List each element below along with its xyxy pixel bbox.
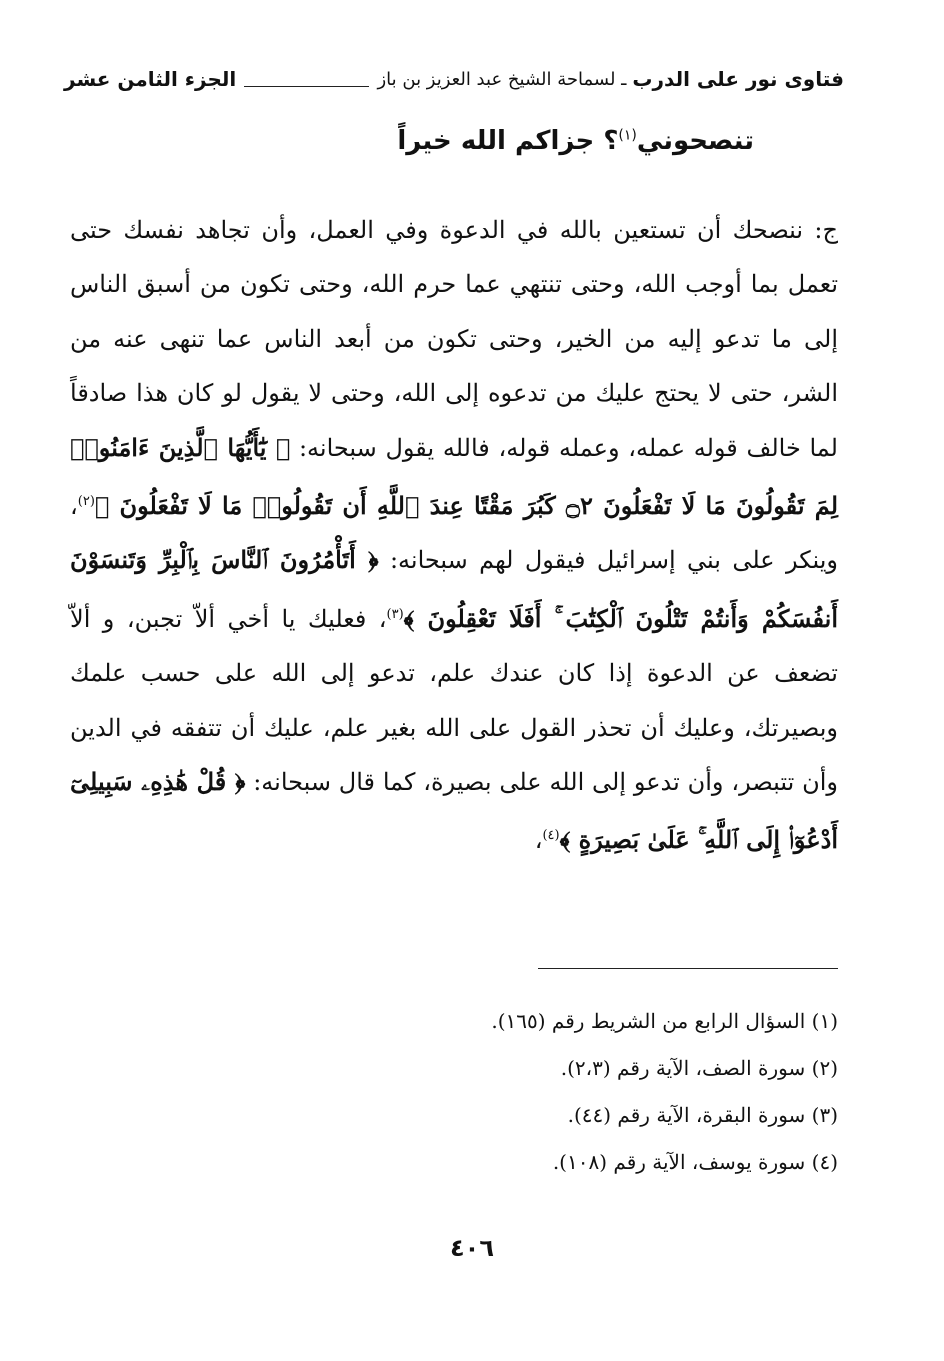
author-name: ـ لسماحة الشيخ عبد العزيز بن باز: [377, 68, 627, 90]
quran-verse-al-baqarah: ﴿ أَتَأْمُرُونَ ٱلنَّاسَ بِٱلْبِرِّ وَتَنسَوْنَ أَنفُسَكُمْ وَأَنتُمْ تَتْلُونَ ٱلْكِتَٰبَ ۚ أَفَلَا تَعْقِلُونَ ﴾: [70, 545, 838, 633]
footnote-4: (٤) سورة يوسف، الآية رقم (١٠٨).: [552, 1150, 838, 1174]
answer-paragraph: [70, 203, 838, 868]
footnote-ref-2: (٢): [77, 494, 95, 510]
running-header: [64, 62, 844, 96]
footnote-separator: [538, 968, 838, 969]
footnote-2: (٢) سورة الصف، الآية رقم (٢،٣).: [560, 1056, 838, 1080]
footnote-ref-4: (٤): [542, 828, 560, 844]
header-title-group: [377, 67, 844, 91]
answer-body: [70, 203, 838, 868]
answer-text-2: ، وينكر على بني إسرائيل فيقول لهم سبحانه:: [70, 492, 838, 575]
answer-text-4: ،: [534, 826, 543, 855]
quran-verse-as-saff: ﴿ يَٰٓأَيُّهَا ٱلَّذِينَ ءَامَنُوا۟ لِمَ تَقُولُونَ مَا لَا تَفْعَلُونَ ۝٢ كَبُرَ مَقْتًا عِندَ ٱللَّهِ أَن تَقُولُوا۟ مَا لَا تَفْعَلُونَ ﴾: [70, 432, 839, 521]
volume-label: الجزء الثامن عشر: [64, 67, 237, 91]
footnote-ref-1: (١): [618, 127, 637, 144]
question-text-start: تنصحوني: [636, 126, 754, 156]
quran-verse-yusuf: ﴿ قُلْ هَٰذِهِۦ سَبِيلِىٓ أَدْعُوٓا۟ إِلَى ٱللَّهِ ۚ عَلَىٰ بَصِيرَةٍ ﴾: [70, 767, 838, 855]
header-rule: [244, 72, 369, 87]
footnote-1: (١) السؤال الرابع من الشريط رقم (١٦٥).: [491, 1009, 838, 1033]
book-title: فتاوى نور على الدرب: [632, 67, 844, 91]
page-number: ٤٠٦: [450, 1234, 494, 1262]
question-ending: [397, 126, 754, 156]
answer-text-1: ج: ننصحك أن تستعين بالله في الدعوة وفي العمل، وأن تجاهد نفسك حتى تعمل بما أوجب الله، وحتى تنتهي عما حرم الله، وحتى تكون من أسبق الناس إلى ما تدعو إليه من الخير، وحتى تكون من أبعد الناس عما تنهى عنه من الشر، حتى لا يحتج عليك من تدعوه إلى الله، وحتى لا يقول لو كان هذا صادقاً لما خالف قوله عمله، وعمله قوله، فالله يقول سبحانه:: [70, 216, 838, 462]
footnote-ref-3: (٣): [386, 606, 404, 622]
question-text-end: ؟ جزاكم الله خيراً: [397, 126, 619, 156]
footnote-3: (٣) سورة البقرة، الآية رقم (٤٤).: [567, 1103, 838, 1127]
answer-text-3: ، فعليك يا أخي ألاّ تجبن، و ألاّ تضعف عن الدعوة إذا كان عندك علم، تدعو إلى الله على حسب علمك وبصيرتك، وعليك أن تحذر القول على الله بغير علم، عليك أن تتفقه في الدين وأن تتبصر، وأن تدعو إلى الله على بصيرة، كما قال سبحانه:: [70, 604, 838, 797]
footnotes: [491, 998, 838, 1186]
